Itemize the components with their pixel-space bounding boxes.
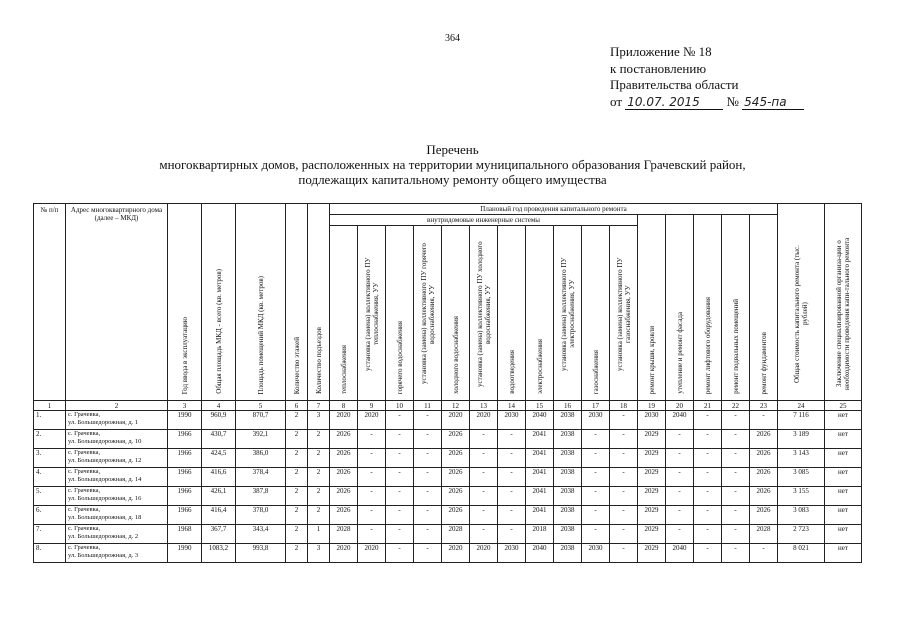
cell-c23: 2026: [750, 506, 778, 525]
row-address: [66, 449, 168, 468]
cell-c17: 2030: [582, 544, 610, 563]
header-heat: теплоснабжения: [330, 226, 358, 401]
cell-c23: 2028: [750, 525, 778, 544]
address-street: ул. Большедорожная, д. 16: [68, 494, 142, 502]
row-number: 8.: [34, 544, 66, 563]
cell-prem: 870,7: [236, 411, 286, 430]
cell-concl: нет: [825, 449, 862, 468]
cell-total: 1083,2: [202, 544, 236, 563]
appendix-line-3: Правительства области: [610, 77, 739, 92]
cell-c15: 2018: [526, 525, 554, 544]
column-number: 17: [582, 401, 610, 411]
row-number: 3.: [34, 449, 66, 468]
cell-c15: 2041: [526, 487, 554, 506]
cell-total: 426,1: [202, 487, 236, 506]
cell-c13: -: [470, 506, 498, 525]
cell-c18: -: [610, 449, 638, 468]
header-gas-meter: установка (замена) коллективного ПУ газоснабжения, УУ: [610, 226, 638, 401]
cell-c16: 2038: [554, 487, 582, 506]
cell-entr: 1: [308, 525, 330, 544]
cell-c8: 2020: [330, 411, 358, 430]
cell-c11: -: [414, 525, 442, 544]
cell-c19: 2029: [638, 525, 666, 544]
cell-year: 1968: [168, 525, 202, 544]
cell-c17: -: [582, 449, 610, 468]
column-number: 19: [638, 401, 666, 411]
header-foundation: ремонт фундаментов: [750, 215, 778, 401]
header-gas: газоснабжения: [582, 226, 610, 401]
cell-c21: -: [694, 411, 722, 430]
cell-c19: 2029: [638, 487, 666, 506]
address-street: ул. Большедорожная, д. 2: [68, 532, 139, 540]
header-total-cost: Общая стоимость капитального ремонта (тыс. рублей): [778, 204, 825, 401]
cell-total: 960,9: [202, 411, 236, 430]
column-number: 12: [442, 401, 470, 411]
cell-entr: 2: [308, 449, 330, 468]
address-locality: с. Грачевка,: [68, 468, 101, 475]
cell-c16: 2038: [554, 430, 582, 449]
cell-year: 1966: [168, 449, 202, 468]
cell-c10: -: [386, 506, 414, 525]
cell-c16: 2038: [554, 525, 582, 544]
cell-c17: -: [582, 525, 610, 544]
table-row: [34, 525, 862, 544]
cell-c11: -: [414, 411, 442, 430]
title-line-1: Перечень: [426, 142, 479, 157]
column-number: 2: [66, 401, 168, 411]
cell-floors: 2: [286, 544, 308, 563]
cell-c10: -: [386, 525, 414, 544]
column-number: 18: [610, 401, 638, 411]
address-street: ул. Большедорожная, д. 3: [68, 551, 139, 559]
cell-c20: -: [666, 525, 694, 544]
cell-c22: -: [722, 411, 750, 430]
cell-c15: 2041: [526, 449, 554, 468]
cell-c19: 2029: [638, 544, 666, 563]
header-year: Год ввода в эксплуатацию: [168, 204, 202, 401]
column-number: 21: [694, 401, 722, 411]
cell-c18: -: [610, 468, 638, 487]
address-street: ул. Большедорожная, д. 12: [68, 456, 142, 464]
cell-c9: -: [358, 487, 386, 506]
cell-c10: -: [386, 468, 414, 487]
column-number: 5: [236, 401, 286, 411]
header-electricity: электроснабжения: [526, 226, 554, 401]
address-locality: с. Грачевка,: [68, 449, 101, 456]
page-number: 364: [445, 33, 460, 44]
column-number: 6: [286, 401, 308, 411]
cell-concl: нет: [825, 430, 862, 449]
cell-c21: -: [694, 487, 722, 506]
cell-c9: 2020: [358, 411, 386, 430]
cell-c20: -: [666, 449, 694, 468]
cell-c14: 2030: [498, 544, 526, 563]
row-number: 5.: [34, 487, 66, 506]
cell-entr: 3: [308, 411, 330, 430]
cell-c17: 2030: [582, 411, 610, 430]
cell-c8: 2026: [330, 506, 358, 525]
column-number: 3: [168, 401, 202, 411]
cell-c8: 2026: [330, 430, 358, 449]
cell-c15: 2040: [526, 544, 554, 563]
cell-c17: -: [582, 487, 610, 506]
address-street: ул. Большедорожная, д. 14: [68, 475, 142, 483]
column-number: 11: [414, 401, 442, 411]
address-locality: с. Грачевка,: [68, 430, 101, 437]
title-line-2: многоквартирных домов, расположенных на территории муниципального образования Грачевский район,: [159, 157, 746, 172]
signature-date: 10.07. 2015: [625, 96, 723, 110]
cell-c21: -: [694, 468, 722, 487]
cell-concl: нет: [825, 411, 862, 430]
cell-c15: 2040: [526, 411, 554, 430]
column-number: 20: [666, 401, 694, 411]
cell-year: 1966: [168, 506, 202, 525]
cell-concl: нет: [825, 506, 862, 525]
cell-floors: 2: [286, 525, 308, 544]
header-floors: Количество этажей: [286, 204, 308, 401]
cell-cost: 7 116: [778, 411, 825, 430]
cell-c19: 2029: [638, 468, 666, 487]
row-address: [66, 411, 168, 430]
document-title: [0, 142, 905, 187]
cell-c14: 2030: [498, 411, 526, 430]
cell-c10: -: [386, 411, 414, 430]
cell-c20: 2040: [666, 544, 694, 563]
cell-c11: -: [414, 506, 442, 525]
date-prefix: от: [610, 93, 623, 109]
cell-c14: -: [498, 449, 526, 468]
cell-entr: 3: [308, 544, 330, 563]
header-internal-systems: внутридомовые инженерные системы: [330, 215, 638, 226]
cell-concl: нет: [825, 544, 862, 563]
cell-floors: 2: [286, 449, 308, 468]
table-row: [34, 544, 862, 563]
cell-cost: 3 083: [778, 506, 825, 525]
cell-c8: 2026: [330, 449, 358, 468]
cell-total: 424,5: [202, 449, 236, 468]
row-number: 1.: [34, 411, 66, 430]
cell-concl: нет: [825, 468, 862, 487]
cell-c18: -: [610, 411, 638, 430]
cell-c9: -: [358, 525, 386, 544]
cell-floors: 2: [286, 487, 308, 506]
column-number: 14: [498, 401, 526, 411]
cell-total: 416,6: [202, 468, 236, 487]
cell-cost: 2 723: [778, 525, 825, 544]
header-facade: утепление и ремонт фасада: [666, 215, 694, 401]
cell-prem: 993,8: [236, 544, 286, 563]
cell-floors: 2: [286, 468, 308, 487]
cell-year: 1966: [168, 487, 202, 506]
cell-c21: -: [694, 506, 722, 525]
row-number: 6.: [34, 506, 66, 525]
cell-concl: нет: [825, 487, 862, 506]
cell-c20: 2040: [666, 411, 694, 430]
column-number: 8: [330, 401, 358, 411]
cell-c9: -: [358, 449, 386, 468]
cell-c23: 2026: [750, 449, 778, 468]
cell-c12: 2026: [442, 468, 470, 487]
row-address: [66, 430, 168, 449]
cell-c18: -: [610, 525, 638, 544]
header-roof: ремонт крыши, кровли: [638, 215, 666, 401]
cell-c14: -: [498, 506, 526, 525]
cell-c12: 2026: [442, 487, 470, 506]
cell-c10: -: [386, 430, 414, 449]
cell-c14: -: [498, 468, 526, 487]
cell-cost: 3 155: [778, 487, 825, 506]
cell-c10: -: [386, 487, 414, 506]
cell-c17: -: [582, 468, 610, 487]
cell-total: 416,4: [202, 506, 236, 525]
header-sewerage: водоотведения: [498, 226, 526, 401]
column-number: 16: [554, 401, 582, 411]
address-locality: с. Грачевка,: [68, 544, 101, 551]
cell-c14: -: [498, 525, 526, 544]
cell-floors: 2: [286, 506, 308, 525]
cell-entr: 2: [308, 487, 330, 506]
signature-number: 545-па: [742, 96, 804, 110]
cell-c10: -: [386, 449, 414, 468]
cell-c13: -: [470, 430, 498, 449]
header-plan-year: Плановый год проведения капитального ремонта: [330, 204, 778, 215]
cell-c10: -: [386, 544, 414, 563]
row-address: [66, 506, 168, 525]
cell-prem: 387,8: [236, 487, 286, 506]
cell-year: 1990: [168, 544, 202, 563]
cell-entr: 2: [308, 430, 330, 449]
cell-c11: -: [414, 430, 442, 449]
cell-c12: 2026: [442, 430, 470, 449]
cell-prem: 343,4: [236, 525, 286, 544]
header-hot-water-meter: установка (замена) коллективного ПУ горячего водоснабжения, УУ: [414, 226, 442, 401]
cell-c11: -: [414, 449, 442, 468]
row-address: [66, 525, 168, 544]
cell-c9: 2020: [358, 544, 386, 563]
column-number: 10: [386, 401, 414, 411]
cell-c14: -: [498, 430, 526, 449]
cell-c8: 2020: [330, 544, 358, 563]
cell-c13: -: [470, 487, 498, 506]
header-premises-area: Площадь помещений МКД (кв. метров): [236, 204, 286, 401]
cell-c23: 2026: [750, 487, 778, 506]
cell-c17: -: [582, 506, 610, 525]
column-number: 4: [202, 401, 236, 411]
table-row: [34, 430, 862, 449]
column-number: 25: [825, 401, 862, 411]
cell-year: 1966: [168, 430, 202, 449]
cell-year: 1990: [168, 411, 202, 430]
cell-c17: -: [582, 430, 610, 449]
cell-c23: -: [750, 544, 778, 563]
cell-c9: -: [358, 506, 386, 525]
cell-c22: -: [722, 487, 750, 506]
column-number: 13: [470, 401, 498, 411]
header-conclusion: Заключение специализированной организа-ции о необходимости проведения капи-тального ремонта: [825, 204, 862, 401]
title-line-3: подлежащих капитальному ремонту общего имущества: [298, 172, 607, 187]
table-row: [34, 411, 862, 430]
cell-c9: -: [358, 468, 386, 487]
cell-prem: 378,4: [236, 468, 286, 487]
header-address: Адрес многоквартирного дома (далее – МКД): [66, 204, 168, 401]
cell-c21: -: [694, 430, 722, 449]
address-locality: с. Грачевка,: [68, 411, 101, 418]
address-locality: с. Грачевка,: [68, 487, 101, 494]
row-address: [66, 544, 168, 563]
header-total-area: Общая площадь МКД - всего (кв. метров): [202, 204, 236, 401]
cell-c22: -: [722, 506, 750, 525]
cell-c22: -: [722, 525, 750, 544]
table-row: [34, 468, 862, 487]
cell-c19: 2029: [638, 449, 666, 468]
cell-c12: 2026: [442, 506, 470, 525]
header-hot-water: горячего водоснабжения: [386, 226, 414, 401]
cell-year: 1966: [168, 468, 202, 487]
cell-c20: -: [666, 430, 694, 449]
appendix-line-2: к постановлению: [610, 60, 707, 76]
appendix-line-1: Приложение № 18: [610, 44, 712, 59]
cell-c18: -: [610, 544, 638, 563]
cell-c11: -: [414, 468, 442, 487]
cell-c13: -: [470, 449, 498, 468]
cell-c20: -: [666, 468, 694, 487]
cell-c13: 2020: [470, 544, 498, 563]
cell-c21: -: [694, 525, 722, 544]
cell-total: 430,7: [202, 430, 236, 449]
header-no: № п/п: [34, 204, 66, 401]
cell-cost: 3 143: [778, 449, 825, 468]
header-heat-meter: установка (замена) коллективного ПУ теплоснабжения, УУ: [358, 226, 386, 401]
cell-cost: 8 021: [778, 544, 825, 563]
cell-c16: 2038: [554, 544, 582, 563]
cell-c8: 2026: [330, 468, 358, 487]
cell-c13: -: [470, 468, 498, 487]
cell-c19: 2029: [638, 430, 666, 449]
cell-floors: 2: [286, 430, 308, 449]
cell-c13: 2020: [470, 411, 498, 430]
cell-c8: 2028: [330, 525, 358, 544]
cell-c16: 2038: [554, 468, 582, 487]
cell-c12: 2026: [442, 449, 470, 468]
cell-c18: -: [610, 430, 638, 449]
cell-prem: 378,0: [236, 506, 286, 525]
header-cold-water: холодного водоснабжения: [442, 226, 470, 401]
cell-floors: 2: [286, 411, 308, 430]
cell-c23: 2026: [750, 430, 778, 449]
table-row: [34, 449, 862, 468]
cell-c23: -: [750, 411, 778, 430]
cell-cost: 3 085: [778, 468, 825, 487]
cell-c15: 2041: [526, 430, 554, 449]
address-locality: с. Грачевка,: [68, 525, 101, 532]
cell-c23: 2026: [750, 468, 778, 487]
number-prefix: №: [726, 93, 739, 109]
cell-c22: -: [722, 468, 750, 487]
cell-c20: -: [666, 487, 694, 506]
repair-table: [33, 203, 862, 563]
cell-c22: -: [722, 430, 750, 449]
header-electricity-meter: установка (замена) коллективного ПУ электроснабжения, УУ: [554, 226, 582, 401]
cell-total: 367,7: [202, 525, 236, 544]
cell-entr: 2: [308, 506, 330, 525]
column-number: 22: [722, 401, 750, 411]
column-number: 23: [750, 401, 778, 411]
cell-c19: 2029: [638, 506, 666, 525]
cell-c22: -: [722, 544, 750, 563]
address-street: ул. Большедорожная, д. 1: [68, 418, 139, 426]
cell-c22: -: [722, 449, 750, 468]
cell-concl: нет: [825, 525, 862, 544]
cell-c21: -: [694, 449, 722, 468]
cell-c14: -: [498, 487, 526, 506]
address-locality: с. Грачевка,: [68, 506, 101, 513]
column-number: 15: [526, 401, 554, 411]
header-cold-water-meter: установка (замена) коллективного ПУ холодного водоснабжения, УУ: [470, 226, 498, 401]
row-number: 7.: [34, 525, 66, 544]
address-street: ул. Большедорожная, д. 10: [68, 437, 142, 445]
header-entrances: Количество подъездов: [308, 204, 330, 401]
column-number-row: [34, 401, 862, 411]
column-number: 1: [34, 401, 66, 411]
cell-prem: 386,0: [236, 449, 286, 468]
cell-c19: 2030: [638, 411, 666, 430]
row-address: [66, 487, 168, 506]
cell-c12: 2028: [442, 525, 470, 544]
cell-c8: 2026: [330, 487, 358, 506]
address-street: ул. Большедорожная, д. 18: [68, 513, 142, 521]
cell-c12: 2020: [442, 411, 470, 430]
cell-prem: 392,1: [236, 430, 286, 449]
cell-c9: -: [358, 430, 386, 449]
appendix-date-line: [610, 94, 804, 111]
cell-c13: -: [470, 525, 498, 544]
header-elevator: ремонт лифтового оборудования: [694, 215, 722, 401]
header-basement: ремонт подвальных помещений: [722, 215, 750, 401]
cell-c18: -: [610, 487, 638, 506]
cell-c12: 2020: [442, 544, 470, 563]
column-number: 9: [358, 401, 386, 411]
table-row: [34, 506, 862, 525]
cell-cost: 3 189: [778, 430, 825, 449]
column-number: 24: [778, 401, 825, 411]
cell-c18: -: [610, 506, 638, 525]
table-row: [34, 487, 862, 506]
cell-c11: -: [414, 487, 442, 506]
cell-c20: -: [666, 506, 694, 525]
appendix-block: [610, 44, 804, 110]
cell-c11: -: [414, 544, 442, 563]
cell-c16: 2038: [554, 449, 582, 468]
cell-c21: -: [694, 544, 722, 563]
column-number: 7: [308, 401, 330, 411]
row-number: 4.: [34, 468, 66, 487]
cell-c16: 2038: [554, 411, 582, 430]
cell-c15: 2041: [526, 468, 554, 487]
row-number: 2.: [34, 430, 66, 449]
cell-entr: 2: [308, 468, 330, 487]
cell-c15: 2041: [526, 506, 554, 525]
cell-c16: 2038: [554, 506, 582, 525]
row-address: [66, 468, 168, 487]
